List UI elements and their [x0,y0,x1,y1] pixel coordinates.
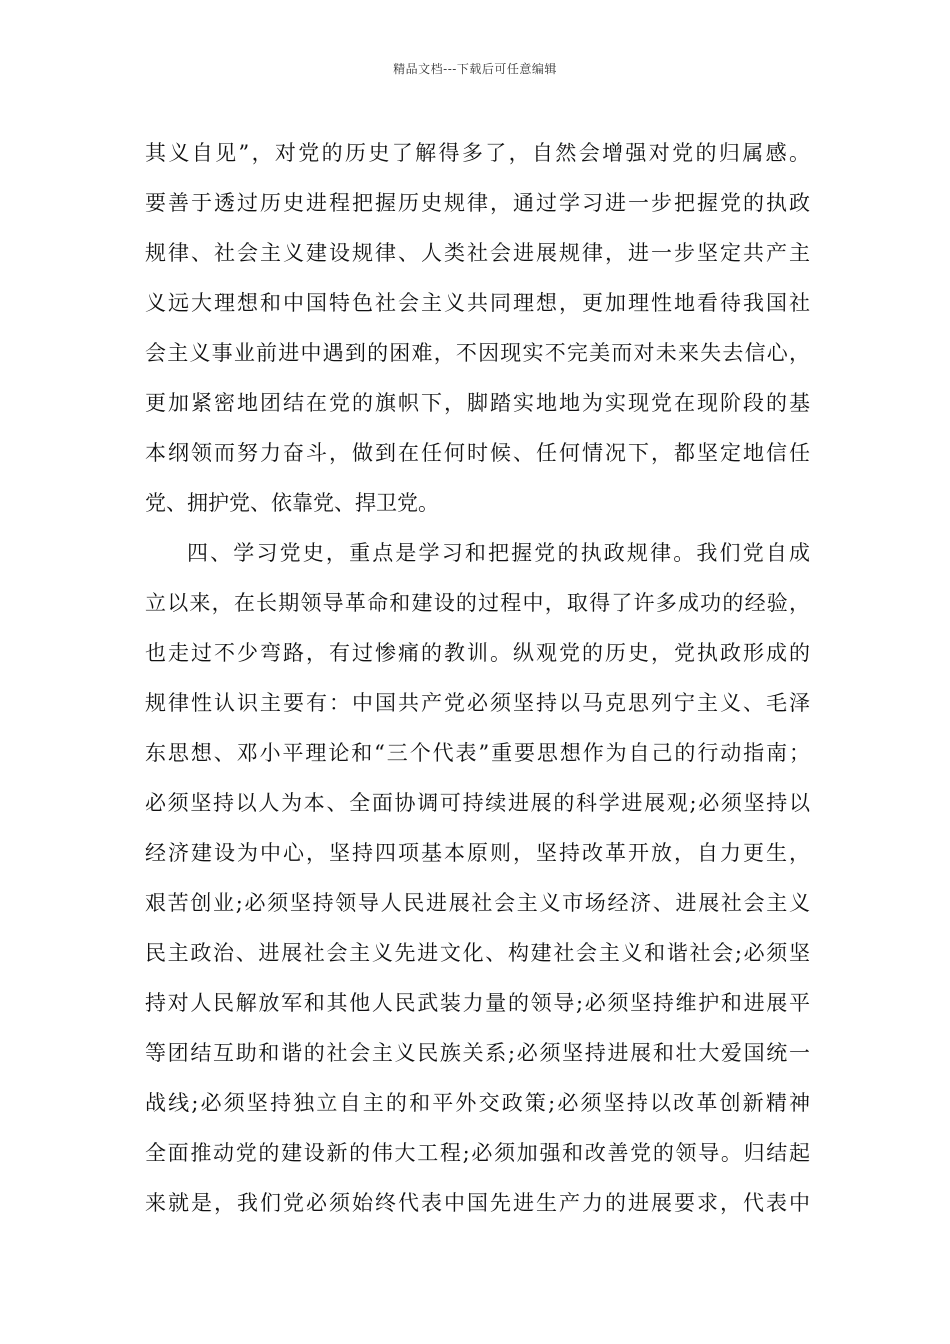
page-header: 精品文档---下载后可任意编辑 [393,62,557,76]
text-line: 义远大理想和中国特色社会主义共同理想，更加理性地看待我国社 [145,291,810,315]
text-line: 规律性认识主要有：中国共产党必须坚持以马克思列宁主义、毛泽 [145,691,810,715]
text-line: 本纲领而努力奋斗，做到在任何时候、任何情况下，都坚定地信任 [145,441,810,465]
text-line: 必须坚持以人为本、全面协调可持续进展的科学进展观;必须坚持以 [145,791,810,815]
text-line: 更加紧密地团结在党的旗帜下，脚踏实地地为实现党在现阶段的基 [145,391,810,415]
text-line: 其义自见”，对党的历史了解得多了，自然会增强对党的归属感。 [145,141,810,165]
text-line: 持对人民解放军和其他人民武装力量的领导;必须坚持维护和进展平 [145,991,810,1015]
text-line: 来就是，我们党必须始终代表中国先进生产力的进展要求，代表中 [145,1191,810,1215]
text-line: 要善于透过历史进程把握历史规律，通过学习进一步把握党的执政 [145,191,810,215]
text-line: 艰苦创业;必须坚持领导人民进展社会主义市场经济、进展社会主义 [145,891,810,915]
text-line: 会主义事业前进中遇到的困难，不因现实不完美而对未来失去信心， [145,341,810,365]
text-line: 等团结互助和谐的社会主义民族关系;必须坚持进展和壮大爱国统一 [145,1041,810,1065]
text-line: 也走过不少弯路，有过惨痛的教训。纵观党的历史，党执政形成的 [145,641,810,665]
text-line: 东思想、邓小平理论和“三个代表”重要思想作为自己的行动指南； [145,741,810,765]
paragraph-start-line: 四、学习党史，重点是学习和把握党的执政规律。我们党自成 [187,541,810,565]
text-line: 经济建设为中心，坚持四项基本原则，坚持改革开放，自力更生， [145,841,810,865]
document-body [145,128,810,1228]
text-line: 党、拥护党、依靠党、捍卫党。 [145,491,439,515]
text-line: 战线;必须坚持独立自主的和平外交政策;必须坚持以改革创新精神 [145,1091,810,1115]
text-line: 民主政治、进展社会主义先进文化、构建社会主义和谐社会;必须坚 [145,941,810,965]
text-line: 全面推动党的建设新的伟大工程;必须加强和改善党的领导。归结起 [145,1141,810,1165]
text-line: 规律、社会主义建设规律、人类社会进展规律，进一步坚定共产主 [145,241,810,265]
text-line: 立以来，在长期领导革命和建设的过程中，取得了许多成功的经验， [145,591,810,615]
